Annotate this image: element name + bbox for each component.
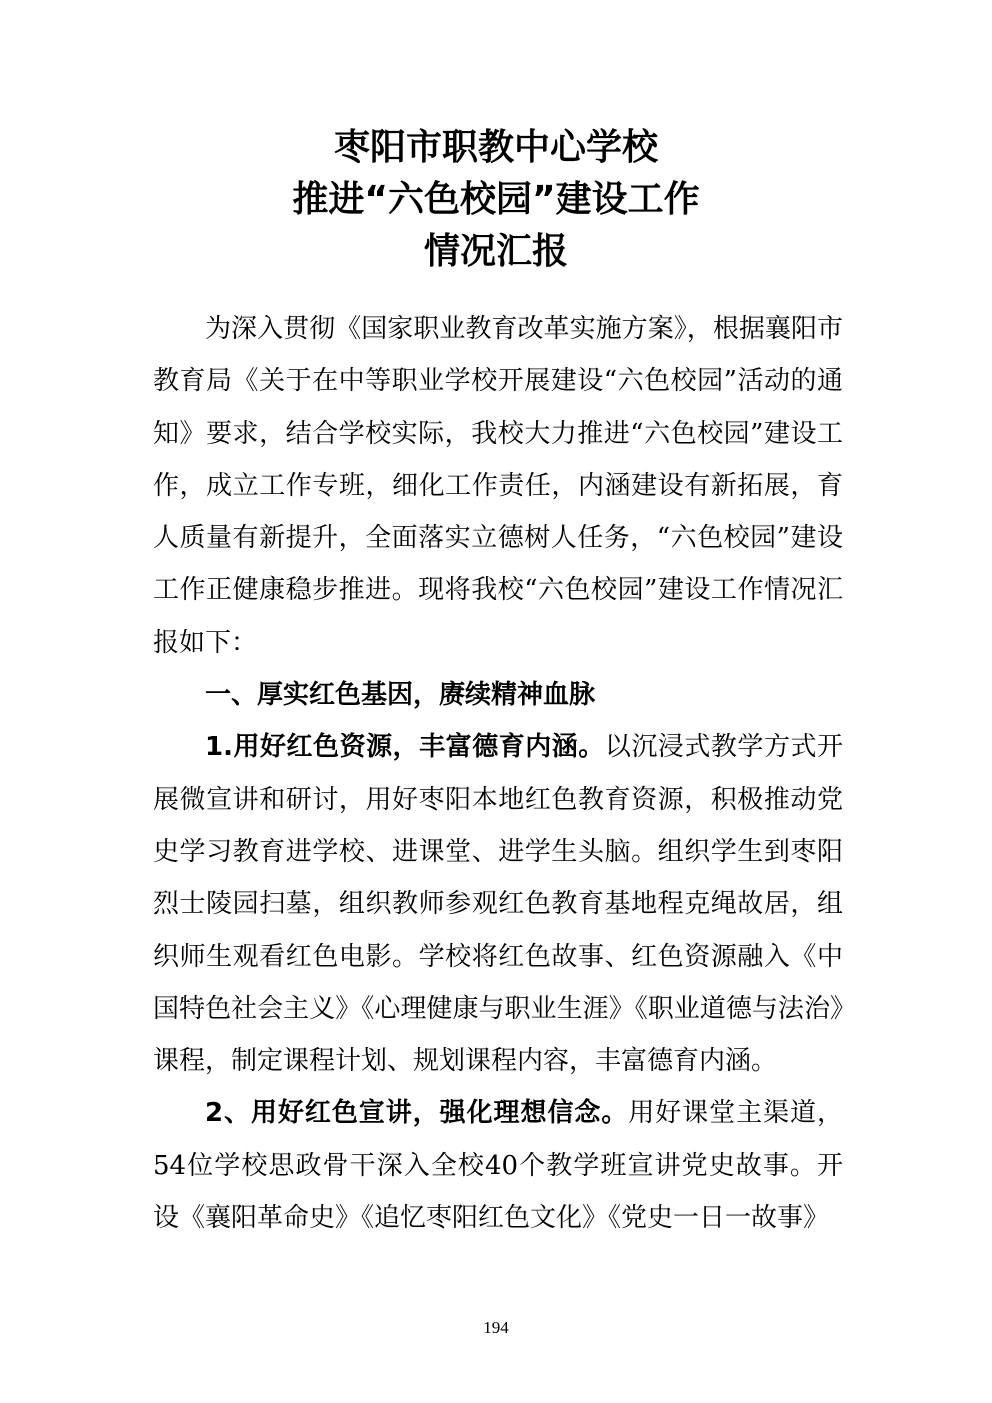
page-number: 194 <box>483 1318 509 1337</box>
title-line-3: 情况汇报 <box>423 231 568 272</box>
item-text-2: 用好课堂主渠道，54位学校思政骨干深入全校40个教学班宣讲党史故事。开设《襄阳革命史》《追忆枣阳红色文化》《党史一日一故事》 <box>153 1098 843 1234</box>
title-line-1: 枣阳市职教中心学校 <box>333 127 658 168</box>
document-body <box>153 303 843 1244</box>
title-line-2: 推进“六色校园”建设工作 <box>292 179 700 220</box>
item-paragraph-1 <box>153 721 843 1087</box>
section-heading-1: 一、厚实红色基因，赓续精神血脉 <box>205 680 596 711</box>
item-lead-1: 1.用好红色资源，丰富德育内涵。 <box>205 732 605 763</box>
item-paragraph-2 <box>153 1087 843 1244</box>
item-text-1: 以沉浸式教学方式开展微宣讲和研讨，用好枣阳本地红色教育资源，积极推动党史学习教育进学校、进课堂、进学生头脑。组织学生到枣阳烈士陵园扫墓，组织教师参观红色教育基地程克绳故居，组织师生观看红色电影。学校将红色故事、红色资源融入《中国特色社会主义》《心理健康与职业生涯》《职业道德与法治》课程，制定课程计划、规划课程内容，丰富德育内涵。 <box>153 732 843 1077</box>
intro-paragraph: 为深入贯彻《国家职业教育改革实施方案》，根据襄阳市教育局《关于在中等职业学校开展建设“六色校园”活动的通知》要求，结合学校实际，我校大力推进“六色校园”建设工作，成立工作专班，细化工作责任，内涵建设有新拓展，育人质量有新提升，全面落实立德树人任务，“六色校园”建设工作正健康稳步推进。现将我校“六色校园”建设工作情况汇报如下： <box>153 314 843 658</box>
item-lead-2: 2、用好红色宣讲，强化理想信念。 <box>205 1098 629 1129</box>
